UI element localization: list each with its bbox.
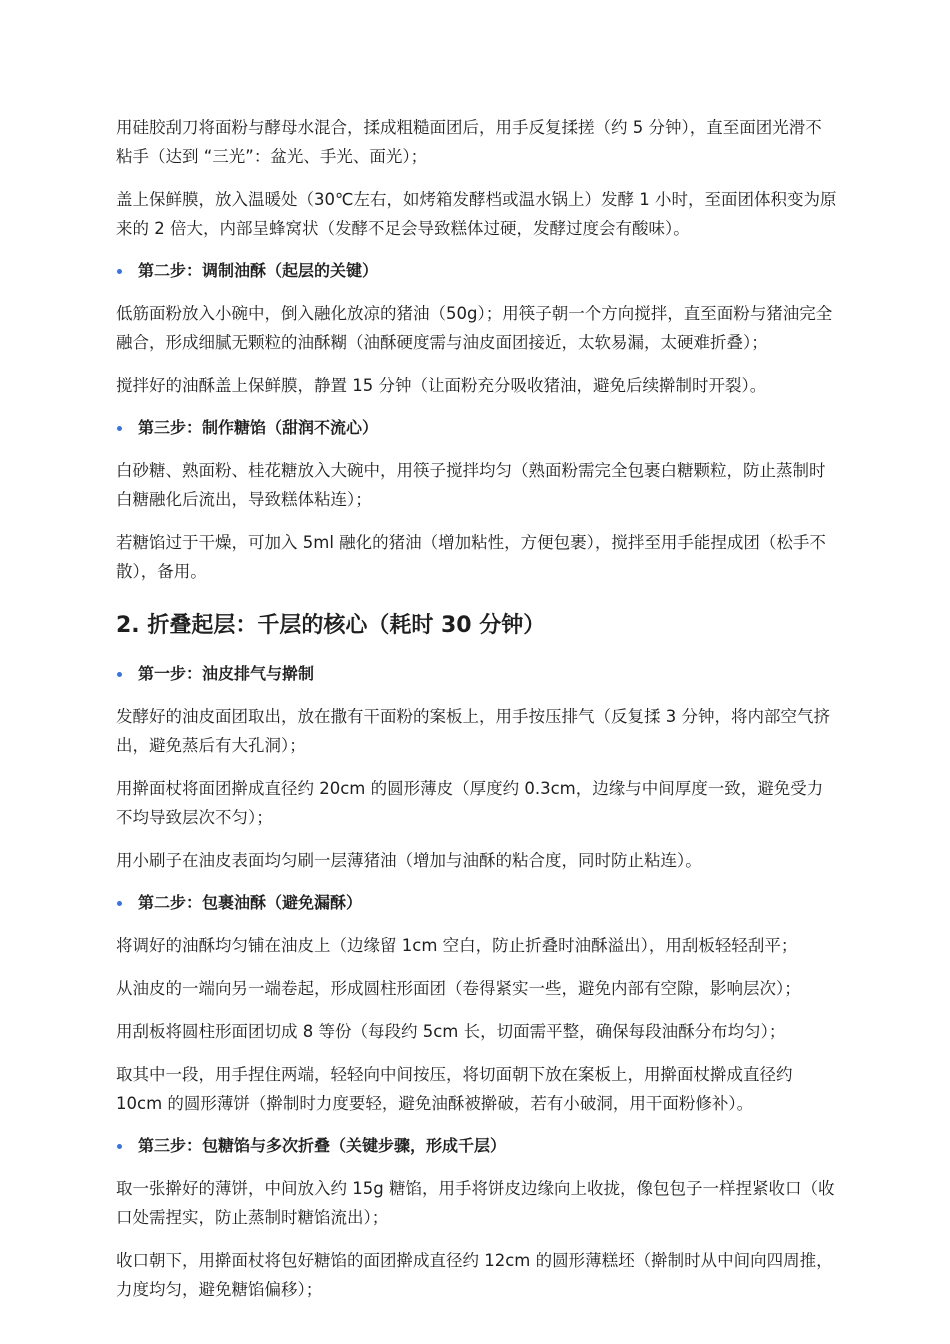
step-heading-text: 第一步：油皮排气与擀制 (138, 664, 315, 683)
step-heading-degas-roll (116, 660, 838, 688)
step-heading-text: 第三步：制作糖馅（甜润不流心） (138, 418, 379, 437)
document-body (116, 113, 838, 1318)
paragraph-roll-cake: 收口朝下，用擀面杖将包好糖馅的面团擀成直径约 12cm 的圆形薄糕坯（擀制时从中间向四周推，力度均匀，避免糖馅偏移）； (116, 1251, 833, 1299)
bullet-dot-icon (117, 269, 122, 274)
bullet-dot-icon (117, 426, 122, 431)
step-heading-text: 第二步：包裹油酥（避免漏酥） (138, 893, 363, 912)
step-heading-text: 第二步：调制油酥（起层的关键） (138, 261, 379, 280)
paragraph-roll-up: 从油皮的一端向另一端卷起，形成圆柱形面团（卷得紧实一些，避免内部有空隙，影响层次）； (116, 979, 801, 998)
paragraph-adjust-filling: 若糖馅过于干燥，可加入 5ml 融化的猪油（增加粘性，方便包裹），搅拌至用手能捏成团（松手不散），备用。 (116, 533, 826, 581)
paragraph-degas: 发酵好的油皮面团取出，放在撒有干面粉的案板上，用手按压排气（反复揉 3 分钟，将内部空气挤出，避免蒸后有大孔洞）； (116, 707, 830, 755)
paragraph-add-filling: 取一张擀好的薄饼，中间放入约 15g 糖馅，用手将饼皮边缘向上收拢，像包包子一样捏紧收口（收口处需捏实，防止蒸制时糖馅流出）； (116, 1179, 835, 1227)
step-heading-text: 第三步：包糖馅与多次折叠（关键步骤，形成千层） (138, 1136, 507, 1155)
bullet-dot-icon (117, 672, 122, 677)
step-heading-sugar-filling (116, 414, 838, 442)
paragraph-spread-pastry: 将调好的油酥均匀铺在油皮上（边缘留 1cm 空白，防止折叠时油酥溢出），用刮板轻轻刮平； (116, 936, 798, 955)
paragraph-knead-dough: 用硅胶刮刀将面粉与酵母水混合，揉成粗糙面团后，用手反复揉搓（约 5 分钟），直至面团光滑不粘手（达到 “三光”：盆光、手光、面光）； (116, 118, 822, 166)
step-heading-oil-pastry (116, 257, 838, 285)
step-heading-fill-fold (116, 1132, 838, 1160)
paragraph-roll-sheet: 用擀面杖将面团擀成直径约 20cm 的圆形薄皮（厚度约 0.3cm，边缘与中间厚度一致，避免受力不均导致层次不匀）； (116, 779, 824, 827)
paragraph-mix-filling: 白砂糖、熟面粉、桂花糖放入大碗中，用筷子搅拌均匀（熟面粉需完全包裹白糖颗粒，防止蒸制时白糖融化后流出，导致糕体粘连）； (116, 461, 826, 509)
paragraph-rest-oil-pastry: 搅拌好的油酥盖上保鲜膜，静置 15 分钟（让面粉充分吸收猪油，避免后续擀制时开裂）。 (116, 376, 767, 395)
bullet-dot-icon (117, 1144, 122, 1149)
paragraph-mix-oil-pastry: 低筋面粉放入小碗中，倒入融化放凉的猪油（50g）；用筷子朝一个方向搅拌，直至面粉与猪油完全融合，形成细腻无颗粒的油酥糊（油酥硬度需与油皮面团接近，太软易漏，太硬难折叠）； (116, 304, 833, 352)
paragraph-ferment: 盖上保鲜膜，放入温暖处（30℃左右，如烤箱发酵档或温水锅上）发酵 1 小时，至面团体积变为原来的 2 倍大，内部呈蜂窝状（发酵不足会导致糕体过硬，发酵过度会有酸味）。 (116, 190, 837, 238)
step-heading-wrap-pastry (116, 889, 838, 917)
paragraph-flatten-portion: 取其中一段，用手捏住两端，轻轻向中间按压，将切面朝下放在案板上，用擀面杖擀成直径约 10cm 的圆形薄饼（擀制时力度要轻，避免油酥被擀破，若有小破洞，用干面粉修补）。 (116, 1065, 793, 1113)
bullet-dot-icon (117, 901, 122, 906)
section-heading-folding: 2. 折叠起层：千层的核心（耗时 30 分钟） (116, 613, 546, 638)
paragraph-cut-portions: 用刮板将圆柱形面团切成 8 等份（每段约 5cm 长，切面需平整，确保每段油酥分布均匀）； (116, 1022, 786, 1041)
paragraph-brush-lard: 用小刷子在油皮表面均匀刷一层薄猪油（增加与油酥的粘合度，同时防止粘连）。 (116, 851, 702, 870)
